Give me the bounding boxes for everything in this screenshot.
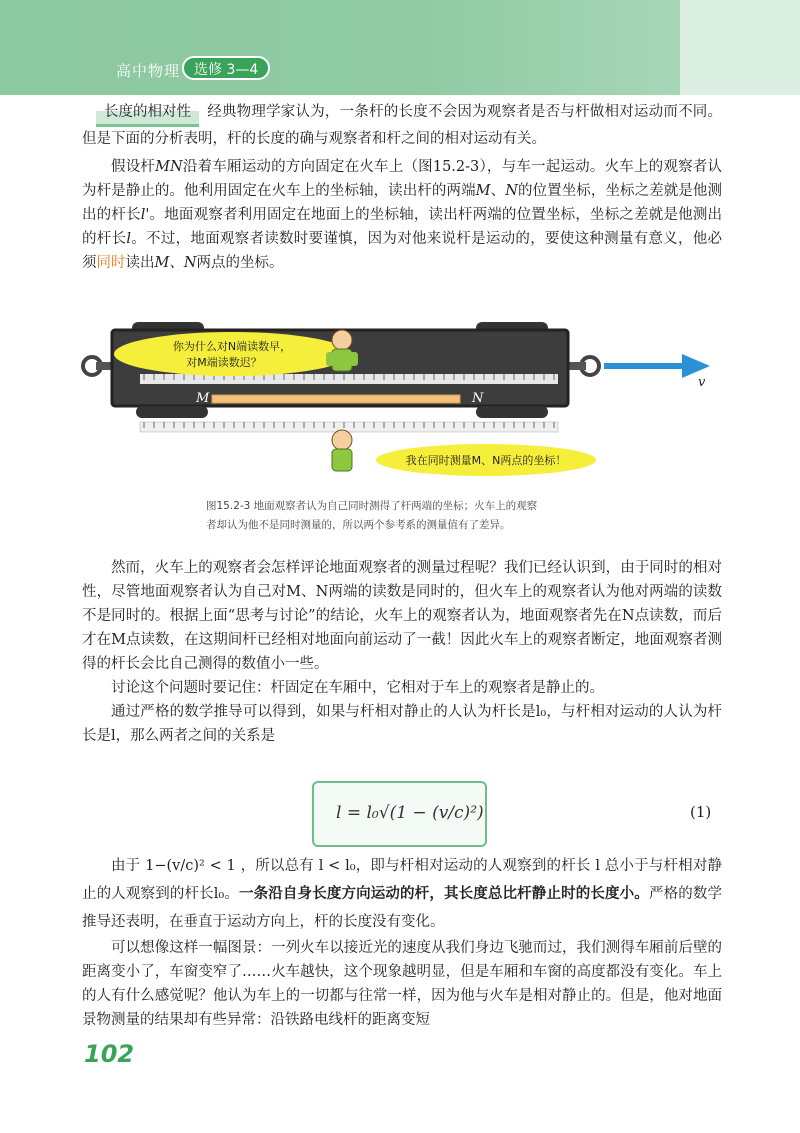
body-text-2 <box>82 852 722 1032</box>
paragraph-5: 通过严格的数学推导可以得到，如果与杆相对静止的人认为杆长是l₀，与杆相对运动的人认为杆长是l，那么两者之间的关系是 <box>82 704 722 744</box>
formula-box <box>312 781 487 847</box>
header-green-band <box>0 0 680 95</box>
label-v: v <box>698 375 706 390</box>
highlight-simultaneous: 同时 <box>96 255 126 271</box>
figure-caption: 图15.2-3 地面观察者认为自己同时测得了杆两端的坐标；火车上的观察 者却认为他不是同时测量的，所以两个参考系的测量值有了差异。 <box>206 500 538 531</box>
p1-text: 经典物理学家认为，一条杆的长度不会因为观察者是否与杆做相对运动而不同。但是下面的分析表明，杆的长度的确与观察者和杆之间的相对运动有关。 <box>82 104 722 147</box>
paragraph-2: 假设杆MN沿着车厢运动的方向固定在火车上（图15.2-3），与车一起运动。火车上的观察者认为杆是静止的。他利用固定在火车上的坐标轴，读出杆的两端M、N的位置坐标，坐标之差就是他测出的杆长l'。地面观察者利用固定在地面上的坐标轴，读出杆两端的位置坐标，坐标之差就是他测出的杆长l。不过，地面观察者读数时要谨慎，因为对他来说杆是运动的，要使这种测量有意义，他必须同时读出M、N两点的坐标。 <box>82 159 723 271</box>
paragraph-6: 由于 1−(v/c)² < 1 ，所以总有 l < l₀，即与杆相对运动的人观察到的杆长 l 总小于与杆相对静止的人观察到的杆长l₀。一条沿自身长度方向运动的杆，其长度总比杆静止时的长度小。严格的数学推导还表明，在垂直于运动方向上，杆的长度没有变化。 <box>82 858 722 930</box>
label-m: M <box>196 391 210 406</box>
speech-bubble-train <box>114 332 350 376</box>
ground-ruler <box>140 422 558 432</box>
train-ruler <box>140 374 558 384</box>
rod-MN <box>212 395 460 403</box>
figure-15-2-3 <box>74 318 734 483</box>
wheel-bottom-left <box>136 406 208 418</box>
volume-badge: 选修 3—4 <box>182 56 270 80</box>
section-tag: 长度的相对性 <box>96 100 199 127</box>
paragraph-3: 然而，火车上的观察者会怎样评论地面观察者的测量过程呢？我们已经认识到，由于同时的相对性，尽管地面观察者认为自己对M、N两端的读数是同时的，但火车上的观察者认为他对两端的读数不是同时的。根据上面“思考与讨论”的结论，火车上的观察者认为，地面观察者先在N点读数，而后才在M点读数，在这期间杆已经相对地面向前运动了一截！因此火车上的观察者断定，地面观察者测得的杆长会比自己测得的数值小一些。 <box>82 560 722 672</box>
body-text <box>82 556 722 748</box>
label-n: N <box>472 391 484 406</box>
top-text <box>82 100 722 275</box>
book-title: 高中物理 <box>116 62 181 80</box>
train-illustration <box>74 318 734 483</box>
ground-observer-icon <box>332 430 352 471</box>
page-number: 102 <box>84 1040 135 1068</box>
formula: l = l₀√(1 − (v/c)²) <box>336 803 484 823</box>
speech-train-line1: 你为什么对N端读数早， <box>172 340 292 353</box>
paragraph-4: 讨论这个问题时要记住：杆固定在车厢中，它相对于车上的观察者是静止的。 <box>111 680 604 696</box>
header-light-band <box>680 0 800 95</box>
speech-ground: 我在同时测量M、N两点的坐标！ <box>405 454 567 467</box>
key-conclusion: 一条沿自身长度方向运动的杆，其长度总比杆静止时的长度小。 <box>239 885 649 902</box>
page-header <box>0 0 800 95</box>
arrow-head-icon <box>682 354 710 378</box>
speech-train-line2: 对M端读数迟？ <box>186 356 262 369</box>
paragraph-7: 可以想像这样一幅图景：一列火车以接近光的速度从我们身边飞驰而过，我们测得车厢前后壁的距离变小了，车窗变窄了……火车越快，这个现象越明显，但是车厢和车窗的高度都没有变化。车上的人有什么感觉呢？他认为车上的一切都与往常一样，因为他与火车是相对静止的。但是，他对地面景物测量的结果却有些异常：沿铁路电线杆的距离变短 <box>82 940 722 1028</box>
wheel-bottom-right <box>476 406 548 418</box>
paragraph-1 <box>82 100 722 151</box>
equation-number: (1) <box>690 803 712 821</box>
